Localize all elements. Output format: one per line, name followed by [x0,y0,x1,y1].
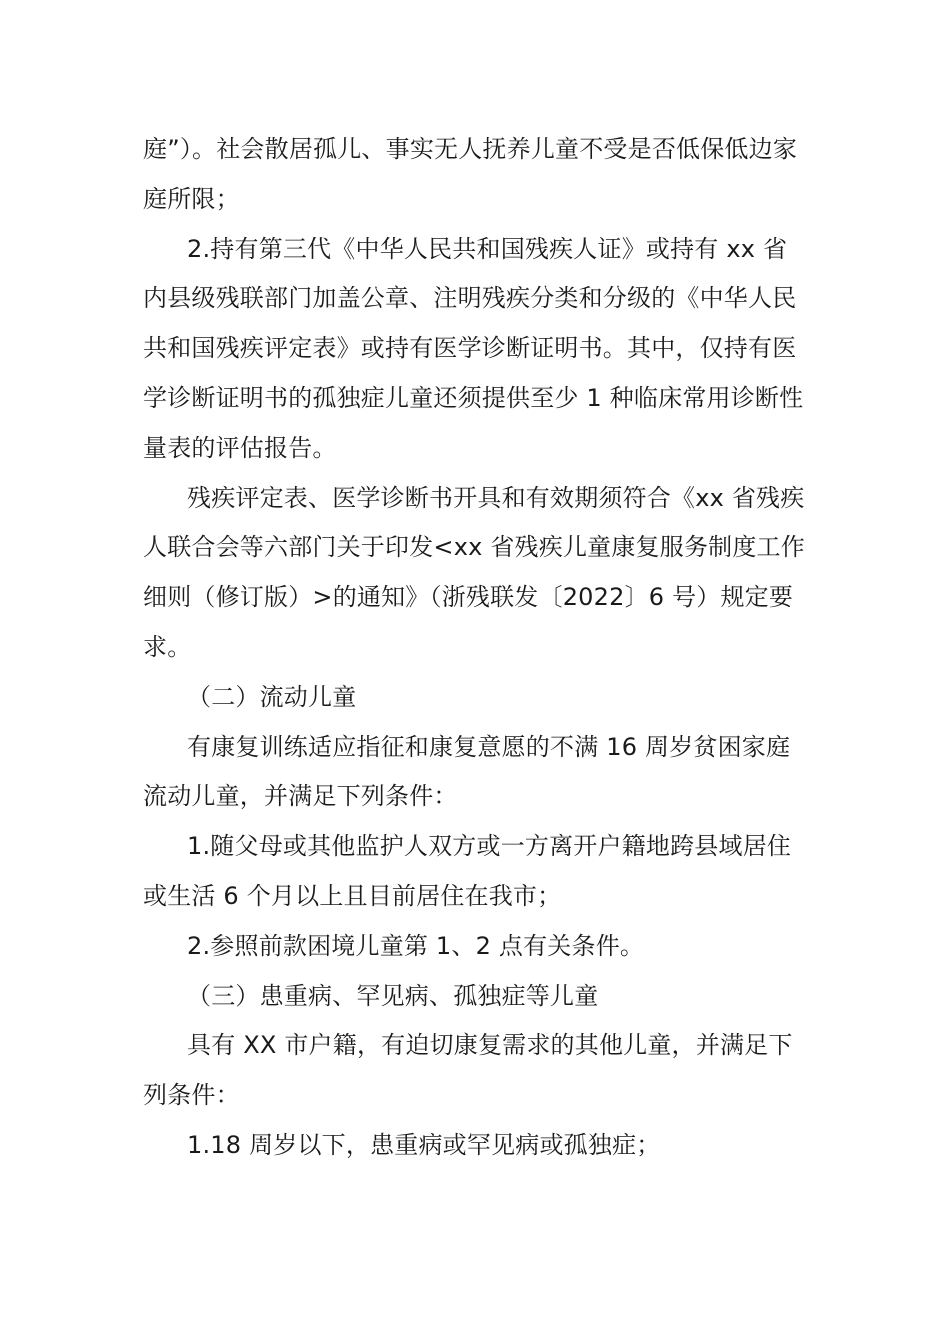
paragraph-floating-item-2: 2.参照前款困境儿童第 1、2 点有关条件。 [187,931,645,960]
section-heading-serious-illness: （三）患重病、罕见病、孤独症等儿童 [187,981,599,1010]
document-body [143,125,808,1171]
section-heading-floating-children: （二）流动儿童 [187,682,357,711]
paragraph-serious-intro: 具有 XX 市户籍，有迫切康复需求的其他儿童，并满足下列条件： [143,1031,793,1110]
paragraph-floating-item-1: 1.随父母或其他监护人双方或一方离开户籍地跨县域居住或生活 6 个月以上且目前居住在我市； [143,832,792,910]
paragraph-validity: 残疾评定表、医学诊断书开具和有效期须符合《xx 省残疾人联合会等六部门关于印发<xx 省残疾儿童康复服务制度工作细则（修订版）>的通知》（浙残联发〔2022〕6 号）规定要求。 [143,483,805,661]
paragraph-floating-intro: 有康复训练适应指征和康复意愿的不满 16 周岁贫困家庭流动儿童，并满足下列条件： [143,732,791,811]
paragraph-continued: 庭”）。社会散居孤儿、事实无人抚养儿童不受是否低保低边家庭所限； [143,135,798,213]
paragraph-item-2: 2.持有第三代《中华人民共和国残疾人证》或持有 xx 省内县级残联部门加盖公章、注明残疾分类和分级的《中华人民共和国残疾评定表》或持有医学诊断证明书。其中，仅持有医学诊断证明书的孤独症儿童还须提供至少 1 种临床常用诊断性量表的评估报告。 [143,234,804,462]
paragraph-serious-item-1: 1.18 周岁以下，患重病或罕见病或孤独症； [187,1130,661,1159]
